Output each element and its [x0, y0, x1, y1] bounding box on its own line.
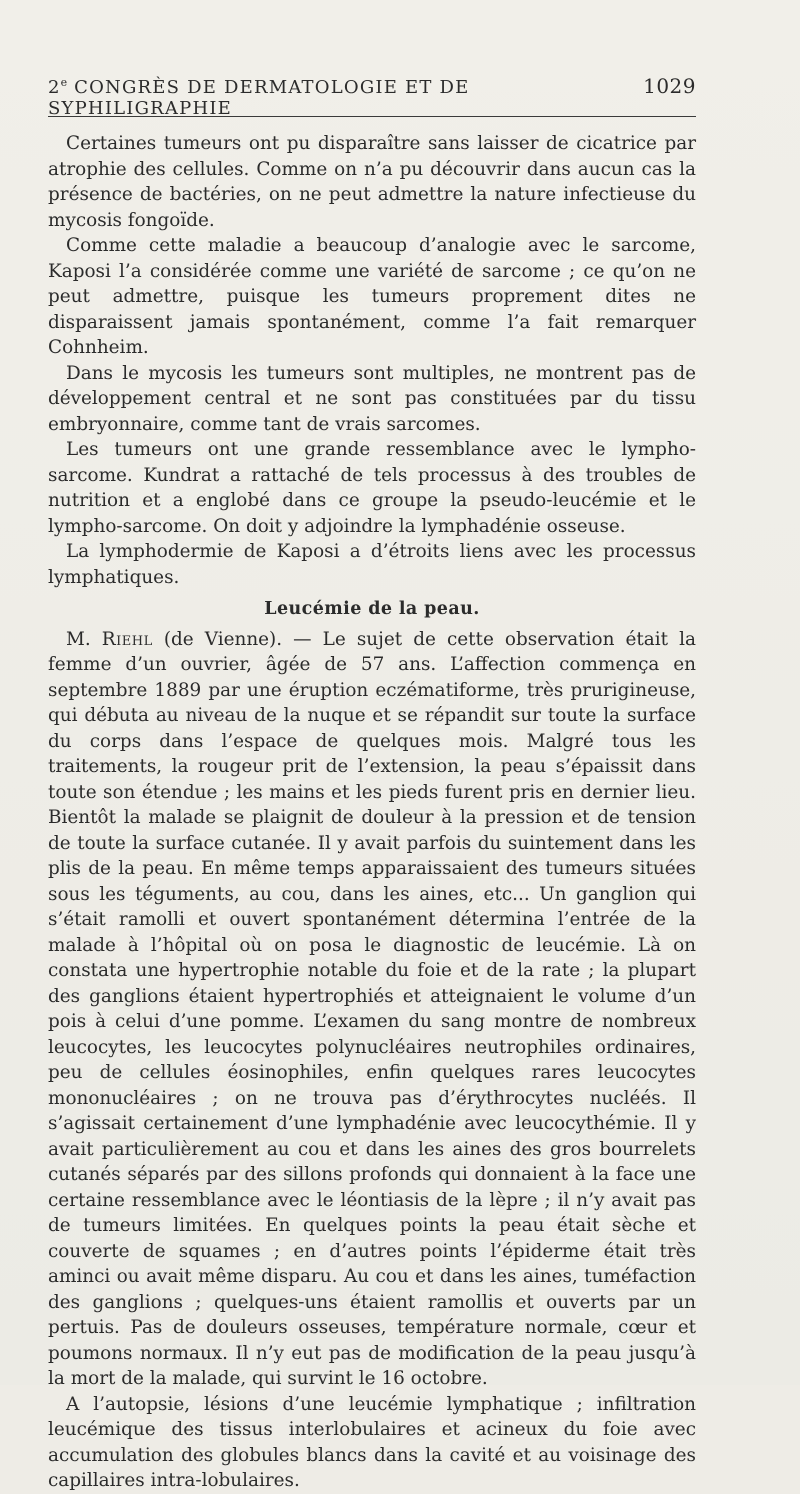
author-prefix: M. [66, 628, 102, 650]
page-body [48, 131, 696, 1494]
author-name: Riehl [101, 628, 153, 650]
paragraph-autopsie: A l’autopsie, lésions d’une leucémie lymphatique ; infiltration leucémique des tissus interlobulaires et acineux du foie avec accumulation des globules blancs dans la cavité et au voisinage des capillaires intra-lobulaires. [48, 1393, 696, 1491]
paragraph-riehl [48, 627, 696, 1392]
ordinal-suffix: e [60, 76, 68, 89]
paragraph-kaposi-sarcome: Comme cette maladie a beaucoup d’analogie avec le sarcome, Kaposi l’a considérée comme une variété de sarcome ; ce qu’on ne peut admettre, puisque les tumeurs proprement dites ne disparaissent jamais spontanément, comme l’a fait remarquer Cohnheim. [48, 235, 696, 358]
paragraph-mycosis: Dans le mycosis les tumeurs sont multiples, ne montrent pas de développement central et ne sont pas constituées par du tissu embryonnaire, comme tant de vrais sarcomes. [48, 362, 696, 435]
paragraph-atrophy: Certaines tumeurs ont pu disparaître sans laisser de cicatrice par atrophie des cellules. Comme on n’a pu découvrir dans aucun cas la présence de bactéries, on ne peut admettre la nature infectieuse du mycosis fongoïde. [48, 133, 696, 231]
header-rule [48, 116, 696, 117]
running-header [48, 74, 696, 119]
paragraph-lymphodermie: La lymphodermie de Kaposi a d’étroits liens avec les processus lymphatiques. [48, 541, 696, 588]
running-title [48, 76, 643, 119]
ordinal-number: 2 [48, 77, 61, 98]
header-title: CONGRÈS DE DERMATOLOGIE ET DE SYPHILIGRAPHIE [48, 77, 470, 119]
section-title: Leucémie de la peau. [264, 599, 480, 619]
paragraph-lympho-sarcome: Les tumeurs ont une grande ressemblance avec le lympho-sarcome. Kundrat a rattaché de tels processus à des troubles de nutrition et a englobé dans ce groupe la pseudo-leucémie et le lympho-sarcome. On doit y adjoindre la lymphadénie osseuse. [48, 439, 696, 537]
page-number: 1029 [643, 74, 696, 98]
riehl-text: (de Vienne). — Le sujet de cette observation était la femme d’un ouvrier, âgée de 57 ans. L’affection commença en septembre 1889 par une éruption eczématiforme, très prurigineuse, qui débuta au niveau de la nuque et se répandit sur toute la surface du corps dans l’espace de quelques mois. Malgré tous les traitements, la rougeur prit de l’extension, la peau s’épaissit dans toute son étendue ; les mains et les pieds furent pris en dernier lieu. Bientôt la malade se plaignit de douleur à la pression et de tension de toute la surface cutanée. Il y avait parfois du suintement dans les plis de la peau. En même temps apparaissaient des tumeurs situées sous les téguments, au cou, dans les aines, etc... Un ganglion qui s’était ramolli et ouvert spontanément détermina l’entrée de la malade à l’hôpital où on posa le diagnostic de leucémie. Là on constata une hypertrophie notable du foie et de la rate ; la plupart des ganglions étaient hypertrophiés et atteignaient le volume d’un pois à celui d’une pomme. L’examen du sang montre de nombreux leucocytes, les leucocytes polynucléaires neutrophiles ordinaires, peu de cellules éosinophiles, enfin quelques rares leucocytes mononucléaires ; on ne trouva pas d’érythrocytes nucléés. Il s’agissait certainement d’une lymphadénie avec leucocythémie. Il y avait particulièrement au cou et dans les aines des gros bourrelets cutanés séparés par des sillons profonds qui donnaient à la face une certaine ressemblance avec le léontiasis de la lèpre ; il n’y avait pas de tumeurs limitées. En quelques points la peau était sèche et couverte de squames ; en d’autres points l’épiderme était très aminci ou avait même disparu. Au cou et dans les aines, tuméfaction des ganglions ; quelques-uns étaient ramollis et ouverts par un pertuis. Pas de douleurs osseuses, température normale, cœur et poumons normaux. Il n’y eut pas de modification de la peau jusqu’à la mort de la malade, qui survint le 16 octobre. [48, 628, 696, 1389]
